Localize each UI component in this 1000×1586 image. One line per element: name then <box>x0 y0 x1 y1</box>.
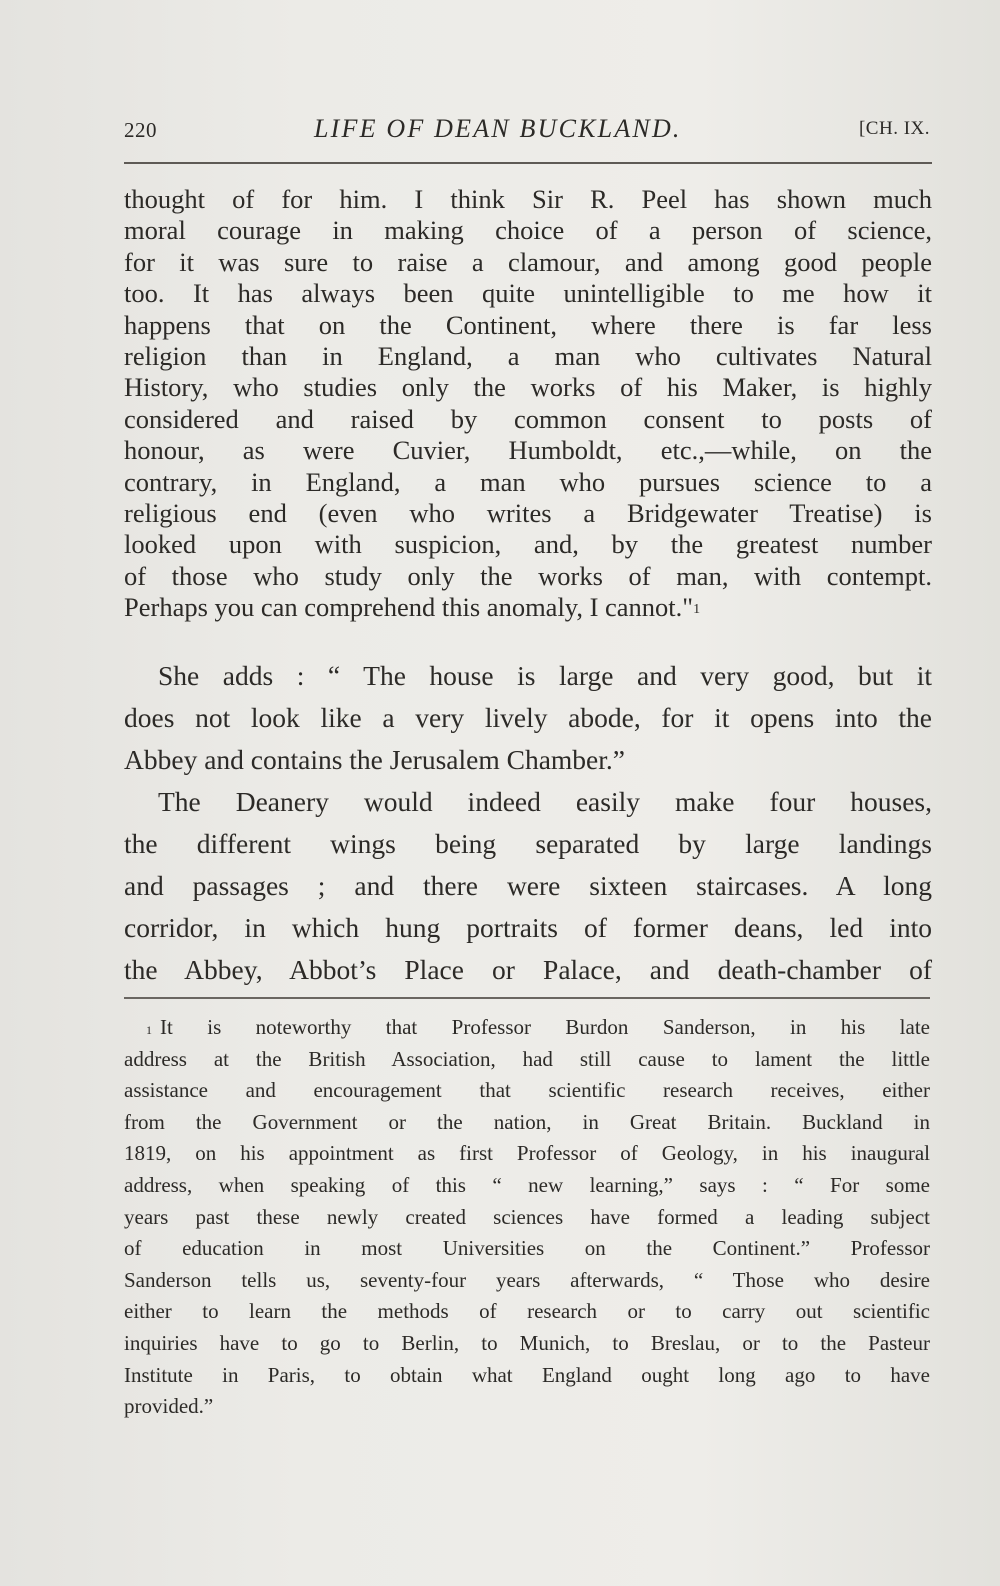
text-line: happens that on the Continent, where there is far less <box>124 309 932 340</box>
footnote-line: Sanderson tells us, seventy-four years afterwards, “ Those who desire <box>124 1267 930 1292</box>
footnote-line: years past these newly created sciences have formed a leading subject <box>124 1204 930 1229</box>
text-line: thought of for him. I think Sir R. Peel has shown much <box>124 184 932 214</box>
text-line: Perhaps you can comprehend this anomaly, I cannot." <box>124 592 694 623</box>
text-line: does not look like a very lively abode, for it opens into the <box>124 702 932 733</box>
footnote-line: address, when speaking of this “ new learning,” says : “ For some <box>124 1172 930 1197</box>
text-line: for it was sure to raise a clamour, and among good people <box>124 246 932 277</box>
text-line: considered and raised by common consent to posts of <box>124 403 932 434</box>
text-line: contrary, in England, a man who pursues science to a <box>124 466 932 497</box>
text-line: She adds : “ The house is large and very good, but it <box>158 660 932 691</box>
footnote-line: 1819, on his appointment as first Professor of Geology, in his inaugural <box>124 1141 930 1166</box>
footnote-line: address at the British Association, had still cause to lament the little <box>124 1046 930 1071</box>
narrative-paragraphs <box>124 655 932 991</box>
chapter-reference: [CH. IX. <box>858 118 930 139</box>
letter-paragraph <box>124 184 932 624</box>
text-line: History, who studies only the works of his Maker, is highly <box>124 372 932 403</box>
text-line: the different wings being separated by large landings <box>124 828 932 859</box>
footnote-line: of education in most Universities on the Continent.” Professor <box>124 1236 930 1261</box>
text-line: of those who study only the works of man, with contempt. <box>124 560 932 591</box>
footnote-line: inquiries have to go to Berlin, to Munich, to Breslau, or to the Pasteur <box>124 1330 930 1355</box>
footnote-line <box>124 1012 930 1044</box>
text-line: too. It has always been quite unintelligible to me how it <box>124 278 932 309</box>
footnote-line: assistance and encouragement that scientific research receives, either <box>124 1078 930 1103</box>
footnote-line: Institute in Paris, to obtain what England ought long ago to have <box>124 1362 930 1387</box>
header-rule <box>124 162 932 164</box>
text-line: corridor, in which hung portraits of former deans, led into <box>124 912 932 943</box>
page-number: 220 <box>124 118 157 142</box>
footnote-line: from the Government or the nation, in Great Britain. Buckland in <box>124 1109 930 1134</box>
text-line: Abbey and contains the Jerusalem Chamber.” <box>124 744 625 775</box>
footnote-rule <box>124 997 930 999</box>
text-line: moral courage in making choice of a person of science, <box>124 215 932 246</box>
running-title: LIFE OF DEAN BUCKLAND. <box>314 114 682 143</box>
footnote-mark: 1 <box>146 1023 152 1037</box>
footnote-line: provided.” <box>124 1394 214 1419</box>
text-line: honour, as were Cuvier, Humboldt, etc.,—while, on the <box>124 435 932 466</box>
text-line-with-footnote <box>124 592 932 623</box>
footnote <box>124 1012 930 1423</box>
text-line: religion than in England, a man who cultivates Natural <box>124 341 932 372</box>
text-line: religious end (even who writes a Bridgewater Treatise) is <box>124 498 932 529</box>
footnote-text: It is noteworthy that Professor Burdon Sanderson, in his late <box>160 1015 930 1039</box>
text-line: the Abbey, Abbot’s Place or Palace, and death-chamber of <box>124 954 932 985</box>
footnote-reference: 1 <box>693 602 701 618</box>
text-line: The Deanery would indeed easily make four houses, <box>158 786 932 817</box>
running-head <box>124 114 934 154</box>
text-line: and passages ; and there were sixteen staircases. A long <box>124 870 932 901</box>
footnote-line: either to learn the methods of research or to carry out scientific <box>124 1299 930 1324</box>
text-line: looked upon with suspicion, and, by the greatest number <box>124 529 932 560</box>
